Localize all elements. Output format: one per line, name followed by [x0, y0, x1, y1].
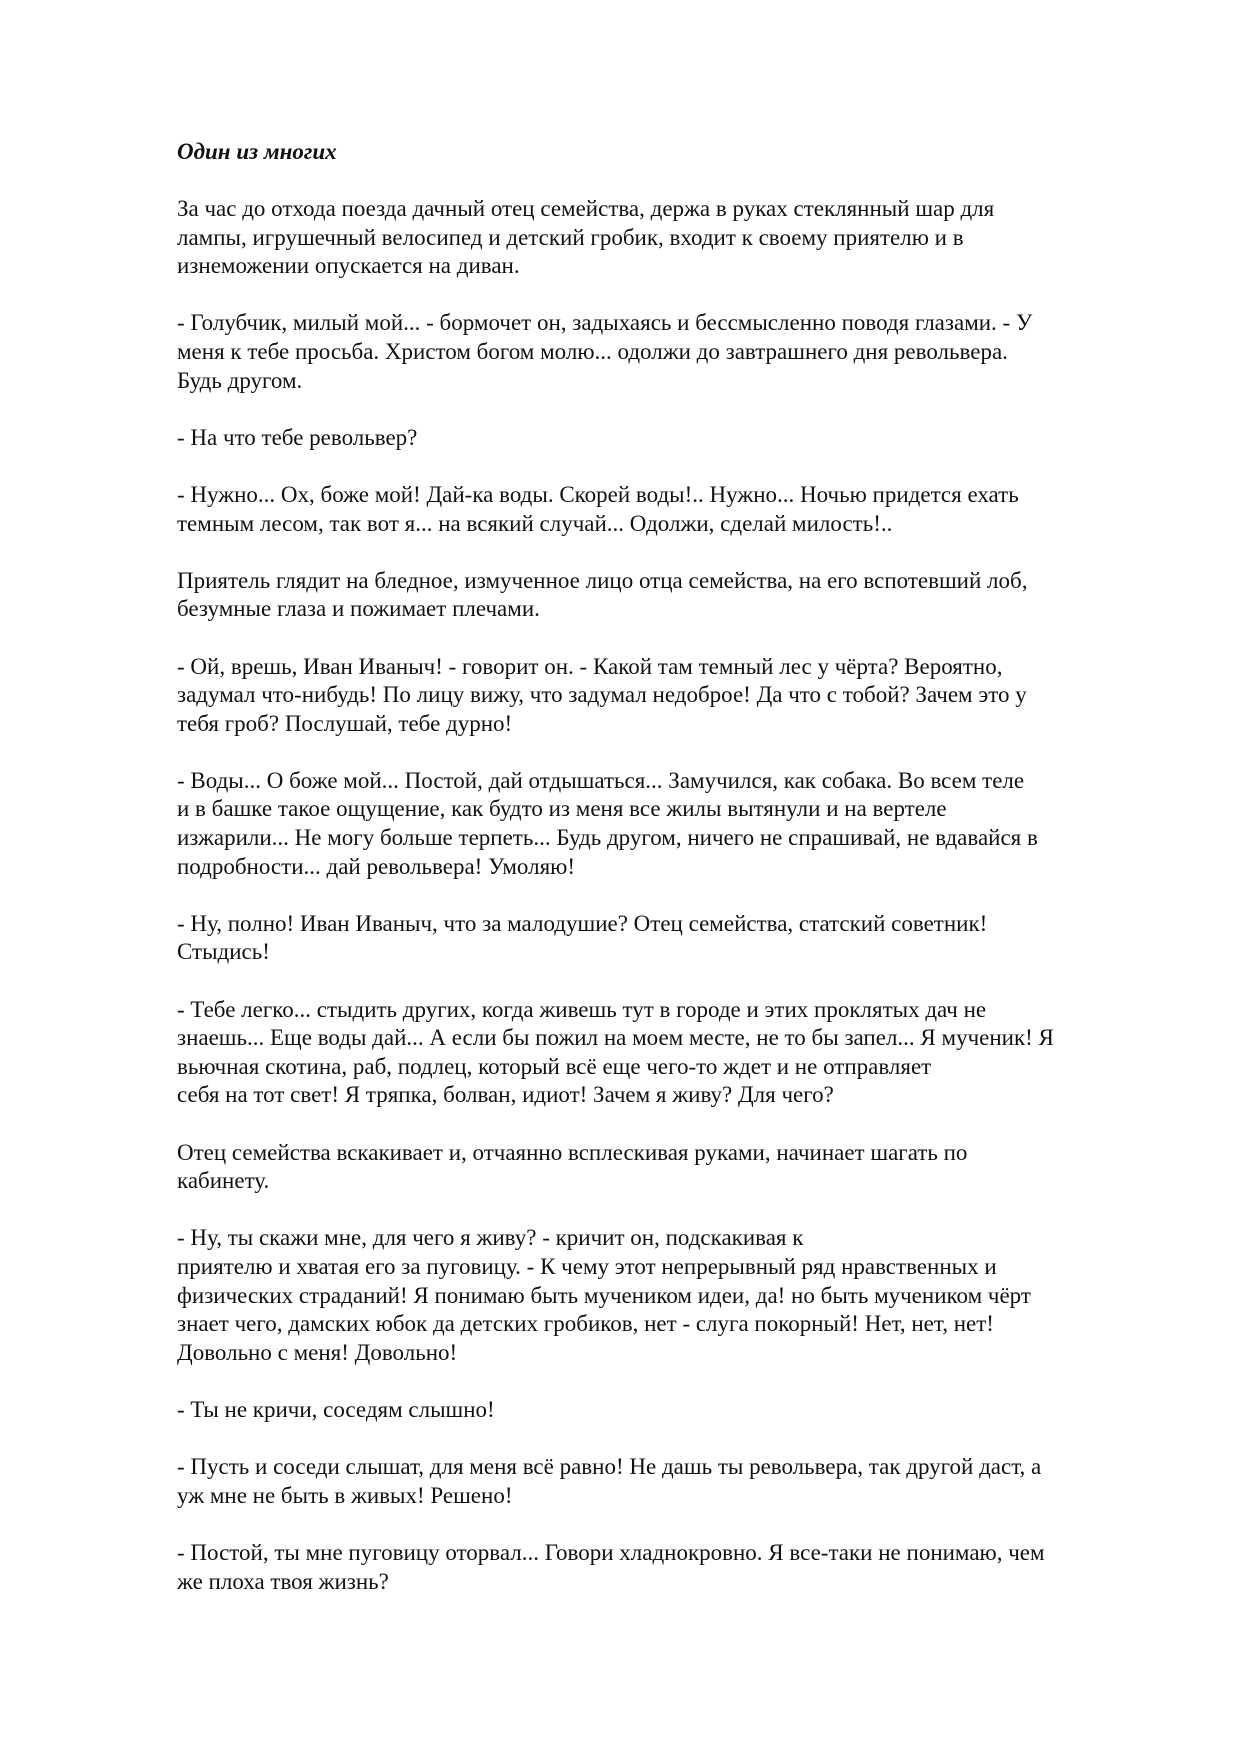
paragraph: [177, 481, 1157, 538]
text-line: задумал что-нибудь! По лицу вижу, что задумал недоброе! Да что с тобой? Зачем это у: [177, 682, 1027, 708]
text-line: - Тебе легко... стыдить других, когда живешь тут в городе и этих проклятых дач не: [177, 996, 987, 1022]
text-line: - Ты не кричи, соседям слышно!: [177, 1396, 495, 1422]
text-line: темным лесом, так вот я... на всякий случай... Одолжи, сделай милость!..: [177, 510, 893, 536]
text-line: Приятель глядит на бледное, измученное лицо отца семейства, на его вспотевший лоб,: [177, 567, 1028, 593]
text-line: Стыдись!: [177, 939, 270, 965]
paragraph: [177, 1139, 1157, 1196]
text-line: Довольно с меня! Довольно!: [177, 1339, 458, 1365]
text-line: знает чего, дамских юбок да детских гробиков, нет - слуга покорный! Нет, нет, нет!: [177, 1311, 994, 1337]
paragraph: [177, 424, 1157, 453]
text-line: изнеможении опускается на диван.: [177, 253, 520, 279]
text-line: кабинету.: [177, 1168, 270, 1194]
paragraph: [177, 195, 1157, 281]
text-line: тебя гроб? Послушай, тебе дурно!: [177, 710, 513, 736]
text-line: уж мне не быть в живых! Решено!: [177, 1482, 513, 1508]
text-line: изжарили... Не могу больше терпеть... Будь другом, ничего не спрашивай, не вдавайся в: [177, 825, 1038, 851]
text-line: себя на тот свет! Я тряпка, болван, идиот! Зачем я живу? Для чего?: [177, 1082, 834, 1108]
paragraph: [177, 309, 1157, 395]
text-line: безумные глаза и пожимает плечами.: [177, 596, 540, 622]
text-line: - Пусть и соседи слышат, для меня всё равно! Не дашь ты револьвера, так другой даст, а: [177, 1454, 1042, 1480]
text-line: - Нужно... Ох, боже мой! Дай-ка воды. Скорей воды!.. Нужно... Ночью придется ехать: [177, 481, 1019, 507]
paragraph: [177, 996, 1157, 1110]
text-line: Отец семейства вскакивает и, отчаянно всплескивая руками, начинает шагать по: [177, 1139, 968, 1165]
paragraph: [177, 910, 1157, 967]
paragraph: [177, 1224, 1157, 1367]
text-line: вьючная скотина, раб, подлец, который всё еще чего-то ждет и не отправляет: [177, 1053, 932, 1079]
document-page: [177, 138, 1157, 1625]
text-line: знаешь... Еще воды дай... А если бы пожил на моем месте, не то бы запел... Я мученик! Я: [177, 1025, 1054, 1051]
text-line: подробности... дай револьвера! Умоляю!: [177, 853, 576, 879]
text-line: За час до отхода поезда дачный отец семейства, держа в руках стеклянный шар для: [177, 196, 995, 221]
text-line: - Голубчик, милый мой... - бормочет он, задыхаясь и бессмысленно поводя глазами. - У: [177, 310, 1033, 336]
paragraph: [177, 1396, 1157, 1425]
text-line: - Ну, ты скажи мне, для чего я живу? - кричит он, подскакивая к: [177, 1225, 804, 1251]
text-line: меня к тебе просьба. Христом богом молю... одолжи до завтрашнего дня револьвера.: [177, 338, 1008, 364]
paragraph: [177, 1539, 1157, 1596]
text-line: физических страданий! Я понимаю быть мучеником идеи, да! но быть мучеником чёрт: [177, 1282, 1031, 1308]
story-body: [177, 195, 1157, 1596]
text-line: - Ой, врешь, Иван Иваныч! - говорит он. - Какой там темный лес у чёрта? Вероятно,: [177, 653, 1003, 679]
text-line: - Постой, ты мне пуговицу оторвал... Говори хладнокровно. Я все-таки не понимаю, чем: [177, 1539, 1045, 1565]
text-line: Будь другом.: [177, 367, 303, 393]
text-line: приятелю и хватая его за пуговицу. - К чему этот непрерывный ряд нравственных и: [177, 1253, 997, 1279]
text-line: - Воды... О боже мой... Постой, дай отдышаться... Замучился, как собака. Во всем теле: [177, 767, 1025, 793]
text-line: - Ну, полно! Иван Иваныч, что за малодушие? Отец семейства, статский советник!: [177, 910, 988, 936]
text-line: же плоха твоя жизнь?: [177, 1568, 389, 1594]
story-title: Один из многих: [177, 139, 337, 164]
text-line: - На что тебе револьвер?: [177, 424, 418, 450]
paragraph: [177, 1453, 1157, 1510]
text-line: лампы, игрушечный велосипед и детский гробик, входит к своему приятелю и в: [177, 224, 964, 250]
paragraph: [177, 567, 1157, 624]
paragraph: [177, 653, 1157, 739]
paragraph: [177, 767, 1157, 881]
text-line: и в башке такое ощущение, как будто из меня все жилы вытянули и на вертеле: [177, 796, 947, 822]
